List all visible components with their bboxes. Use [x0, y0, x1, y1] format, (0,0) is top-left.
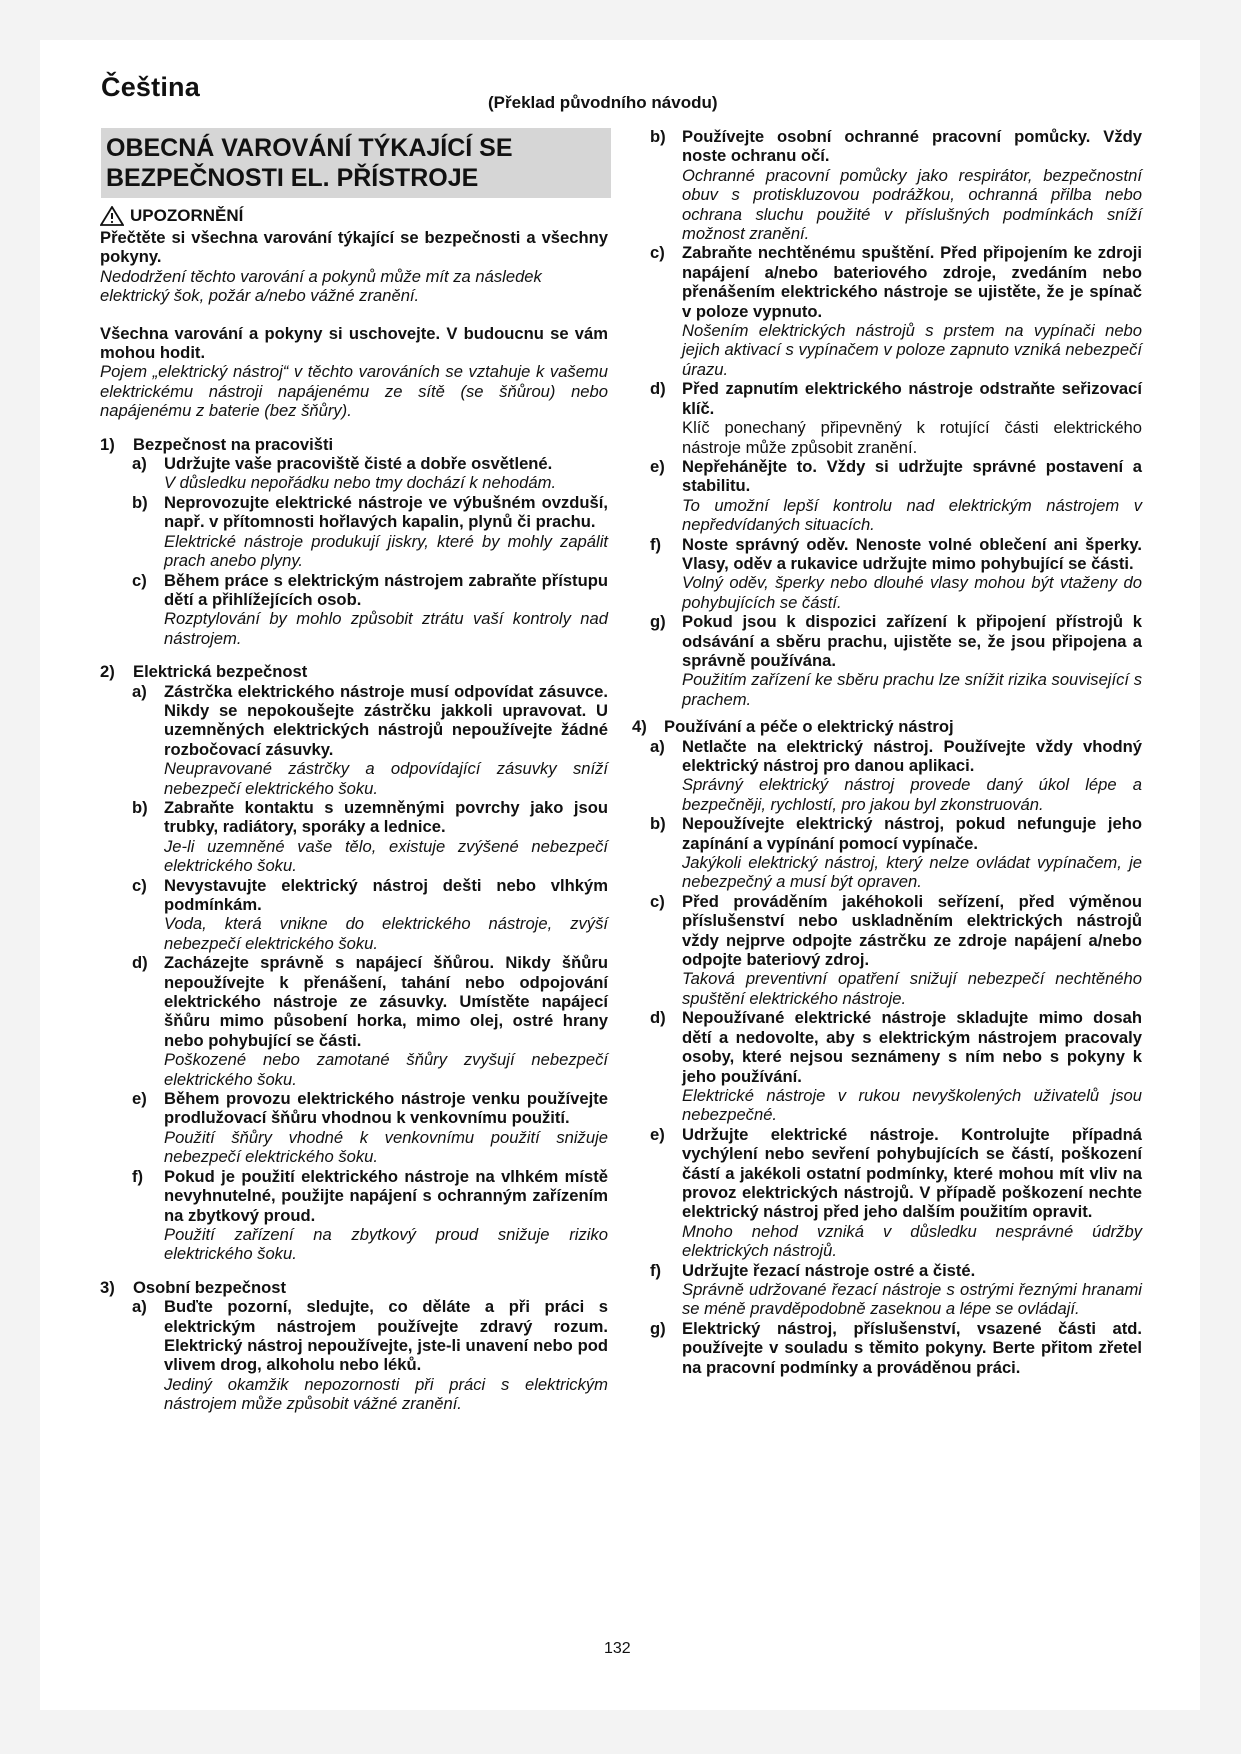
item-description: V důsledku nepořádku nebo tmy dochází k nehodám.: [164, 473, 557, 493]
list-item: f) Noste správný oděv. Nenoste volné oblečení ani šperky. Vlasy, oděv a rukavice udržujte mimo pohybující se části.: [650, 534, 1142, 573]
item-description: Voda, která vnikne do elektrického nástroje, zvýší nebezpečí elektrického šoku.: [164, 914, 608, 953]
intro-italic-1: Nedodržení těchto varování a pokynů může mít za následek elektrický šok, požár a/nebo vážné zranění.: [100, 266, 542, 306]
list-item: b) Zabraňte kontaktu s uzemněnými povrchy jako jsou trubky, radiátory, sporáky a lednice.: [132, 797, 608, 837]
list-item: b) Neprovozujte elektrické nástroje ve výbušném ovzduší, např. v přítomnosti hořlavých kapalin, plynů či prachu.: [132, 492, 608, 532]
list-item: a) Zástrčka elektrického nástroje musí odpovídat zásuvce. Nikdy se nepokoušejte zástrčku jakkoli upravovat. U uzemněných elektrických nástrojů nepoužívejte žádné rozbočovací zásuvky.: [132, 681, 608, 759]
list-item: c) Nevystavujte elektrický nástroj dešti nebo vlhkým podmínkám.: [132, 875, 608, 914]
intro-bold-2: Všechna varování a pokyny si uschovejte. V budoucnu se vám mohou hodit.: [100, 323, 608, 363]
list-item: a) Netlačte na elektrický nástroj. Používejte vždy vhodný elektrický nástroj pro danou aplikaci.: [650, 736, 1142, 775]
item-description: Klíč ponechaný připevněný k rotující části elektrického nástroje může způsobit zranění.: [682, 418, 1142, 457]
item-description: Taková preventivní opatření snižují nebezpečí nechtěného spuštění elektrického nástroje.: [682, 969, 1142, 1008]
item-description: Správně udržované řezací nástroje s ostrými řeznými hranami se méně pravděpodobně zaseknou a lépe se ovládají.: [682, 1279, 1142, 1319]
list-item: a) Udržujte vaše pracoviště čisté a dobře osvětlené.: [132, 454, 553, 474]
list-item: d) Před zapnutím elektrického nástroje odstraňte seřizovací klíč.: [650, 379, 1142, 418]
item-description: Použitím zařízení ke sběru prachu lze snížit rizika související s prachem.: [682, 670, 1142, 709]
translation-subtitle: (Překlad původního návodu): [488, 93, 718, 112]
list-item: f) Udržujte řezací nástroje ostré a čisté.: [650, 1260, 976, 1280]
list-item: a) Buďte pozorní, sledujte, co děláte a při práci s elektrickým nástrojem používejte zdravý rozum. Elektrický nástroj nepoužívejte, jste-li unavení nebo pod vlivem drog, alkoholu nebo léků.: [132, 1297, 608, 1375]
item-description: Rozptylování by mohlo způsobit ztrátu vaší kontroly nad nástrojem.: [164, 609, 608, 648]
item-description: Neupravované zástrčky a odpovídající zásuvky sníží nebezpečí elektrického šoku.: [164, 759, 608, 798]
item-description: Poškozené nebo zamotané šňůry zvyšují nebezpečí elektrického šoku.: [164, 1050, 608, 1089]
left-column: [100, 128, 608, 1414]
list-item: c) Zabraňte nechtěnému spuštění. Před připojením ke zdroji napájení a/nebo bateriového zdroje, zvedáním nebo přenášením elektrického nástroje se ujistěte, že je spínač v poloze vypnuto.: [650, 243, 1142, 321]
list-item: d) Zacházejte správně s napájecí šňůrou. Nikdy šňůru nepoužívejte k přenášení, tahání nebo odpojování elektrického nástroje ze zásuvky. Umístěte napájecí šňůru mimo působení horka, mimo olej, ostré hrany nebo pohybující se části.: [132, 953, 608, 1050]
item-description: Jediný okamžik nepozornosti při práci s elektrickým nástrojem může způsobit vážné zranění.: [164, 1374, 608, 1414]
title-line-2: BEZPEČNOSTI EL. PŘÍSTROJE: [106, 164, 479, 192]
section-heading: 1) Bezpečnost na pracovišti: [100, 434, 334, 454]
item-description: Elektrické nástroje v rukou nevyškolených uživatelů jsou nebezpečné.: [682, 1085, 1142, 1125]
title-line-1: OBECNÁ VAROVÁNÍ TÝKAJÍCÍ SE: [106, 134, 513, 162]
section-heading: 3) Osobní bezpečnost: [100, 1277, 287, 1297]
list-item: b) Nepoužívejte elektrický nástroj, pokud nefunguje jeho zapínání a vypínání pomocí vypínače.: [650, 814, 1142, 853]
item-description: Ochranné pracovní pomůcky jako respirátor, bezpečnostní obuv s protiskluzovou podrážkou, ochranná přilba nebo ochrana sluchu použité v příslušných podmínkách sníží možnost zranění.: [682, 165, 1142, 244]
intro-italic-2: Pojem „elektrický nástroj“ v těchto varováních se vztahuje k vašemu elektrickému nástroji napájenému ze sítě (se šňůrou) nebo napájenému z baterie (bez šňůry).: [100, 362, 608, 421]
list-item: d) Nepoužívané elektrické nástroje skladujte mimo dosah dětí a nedovolte, aby s elektrickým nástrojem pracovaly osoby, které nejsou seznámeny s ním nebo s pokyny k jeho používání.: [650, 1008, 1142, 1086]
list-item: c) Před prováděním jakéhokoli seřízení, před výměnou příslušenství nebo uskladněním elektrických nástrojů vždy nejprve odpojte zástrčku ze zdroje napájení a/nebo odpojte bateriový zdroj.: [650, 891, 1142, 970]
language-heading: Čeština: [101, 72, 200, 102]
section-title-box: [101, 128, 611, 198]
list-item: g) Pokud jsou k dispozici zařízení k připojení přístrojů k odsávání a sběru prachu, ujistěte se, že jsou připojena a správně používána.: [650, 612, 1142, 670]
item-description: Nošením elektrických nástrojů s prstem na vypínači nebo jejich aktivací s vypínačem v poloze zapnuto vzniká nebezpečí úrazu.: [682, 321, 1142, 379]
list-item: c) Během práce s elektrickým nástrojem zabraňte přístupu dětí a přihlížejících osob.: [132, 570, 608, 609]
page-number: 132: [604, 1640, 631, 1657]
list-item: g) Elektrický nástroj, příslušenství, vsazené části atd. používejte v souladu s těmito pokyny. Berte přitom zřetel na pracovní podmínky a prováděnou práci.: [650, 1318, 1142, 1377]
section-heading: 2) Elektrická bezpečnost: [100, 662, 308, 682]
section-heading: 4) Používání a péče o elektrický nástroj: [632, 717, 954, 737]
warning-triangle-icon: [100, 206, 124, 226]
item-description: Je-li uzemněné vaše tělo, existuje zvýšené nebezpečí elektrického šoku.: [164, 836, 608, 876]
list-item: e) Během provozu elektrického nástroje venku používejte prodlužovací šňůru vhodnou k venkovnímu použití.: [132, 1089, 608, 1128]
item-description: To umožní lepší kontrolu nad elektrickým nástrojem v nepředvídaných situacích.: [682, 495, 1142, 535]
list-item: f) Pokud je použití elektrického nástroje na vlhkém místě nevyhnutelné, použijte napájení s ochranným zařízením na zbytkový proud.: [132, 1166, 608, 1225]
list-item: b) Používejte osobní ochranné pracovní pomůcky. Vždy noste ochranu očí.: [650, 127, 1142, 166]
item-description: Volný oděv, šperky nebo dlouhé vlasy mohou být vtaženy do pohybujících se částí.: [682, 573, 1142, 612]
right-column: [632, 127, 1142, 1377]
warning-label: UPOZORNĚNÍ: [130, 206, 244, 226]
list-item: e) Udržujte elektrické nástroje. Kontrolujte případná vychýlení nebo sevření pohybujících se částí, poškození částí a jakékoli ostatní podmínky, které mohou mít vliv na provoz elektrických nástrojů. V případě poškození nechte elektrický nástroj před jeho dalším použitím opravit.: [650, 1124, 1142, 1222]
item-description: Správný elektrický nástroj provede daný úkol lépe a bezpečněji, rychlostí, pro jakou byl zkonstruován.: [682, 775, 1142, 814]
list-item: e) Nepřehánějte to. Vždy si udržujte správné postavení a stabilitu.: [650, 456, 1142, 496]
item-description: Mnoho nehod vzniká v důsledku nesprávné údržby elektrických nástrojů.: [682, 1221, 1142, 1261]
item-description: Použití šňůry vhodné k venkovnímu použití snižuje nebezpečí elektrického šoku.: [164, 1127, 608, 1167]
item-description: Použití zařízení na zbytkový proud snižuje riziko elektrického šoku.: [164, 1224, 608, 1264]
intro-bold-1: Přečtěte si všechna varování týkající se bezpečnosti a všechny pokyny.: [100, 228, 608, 267]
item-description: Jakýkoli elektrický nástroj, který nelze ovládat vypínačem, je nebezpečný a musí být opraven.: [682, 853, 1142, 892]
warning-heading: [100, 206, 608, 226]
item-description: Elektrické nástroje produkují jiskry, které by mohly zapálit prach anebo plyny.: [164, 531, 608, 571]
